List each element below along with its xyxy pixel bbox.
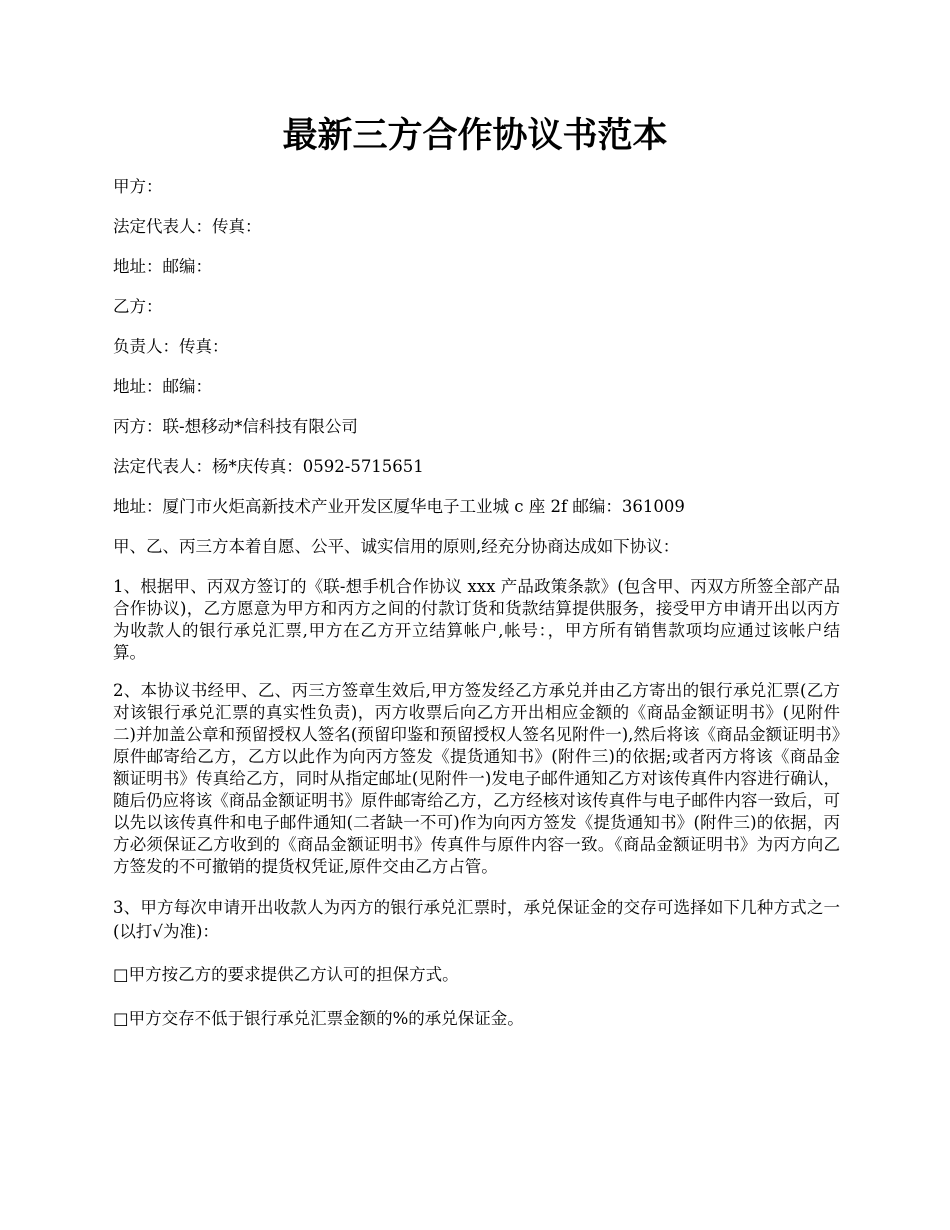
clause-1-paragraph: 1、根据甲、丙双方签订的《联-想手机合作协议 xxx 产品政策条款》(包含甲、丙双方所签全部产品合作协议)，乙方愿意为甲方和丙方之间的付款订货和货款结算提供服务，接受甲方申请开出以丙方为收款人的银行承兑汇票,甲方在乙方开立结算帐户,帐号：，甲方所有销售款项均应通过该帐户结算。 (113, 577, 840, 662)
party-b-responsible-line: 负责人：传真： (113, 337, 229, 356)
party-c-representative-line: 法定代表人：杨*庆传真：0592-5715651 (113, 457, 424, 476)
option-deposit-line: □甲方交存不低于银行承兑汇票金额的%的承兑保证金。 (113, 1009, 524, 1028)
party-b-line: 乙方： (113, 297, 163, 316)
clause-2-paragraph: 2、本协议书经甲、乙、丙三方签章生效后,甲方签发经乙方承兑并由乙方寄出的银行承兑汇票(乙方对该银行承兑汇票的真实性负责)，丙方收票后向乙方开出相应金额的《商品金额证明书》(见附件二)并加盖公章和预留授权人签名(预留印鉴和预留授权人签名见附件一),然后将该《商品金额证明书》原件邮寄给乙方，乙方以此作为向丙方签发《提货通知书》(附件三)的依据;或者丙方将该《商品金额证明书》传真给乙方，同时从指定邮址(见附件一)发电子邮件通知乙方对该传真件内容进行确认，随后仍应将该《商品金额证明书》原件邮寄给乙方，乙方经核对该传真件与电子邮件内容一致后，可以先以该传真件和电子邮件通知(二者缺一不可)作为向丙方签发《提货通知书》(附件三)的依据，丙方必须保证乙方收到的《商品金额证明书》传真件与原件内容一致。《商品金额证明书》为丙方向乙方签发的不可撤销的提货权凭证,原件交由乙方占管。 (113, 681, 840, 876)
option-guarantee-line: □甲方按乙方的要求提供乙方认可的担保方式。 (113, 965, 459, 984)
party-a-line: 甲方： (113, 177, 163, 196)
party-a-representative-line: 法定代表人：传真： (113, 217, 262, 236)
party-b-address-line: 地址：邮编： (113, 377, 212, 396)
document-title: 最新三方合作协议书范本 (282, 115, 668, 156)
party-a-address-line: 地址：邮编： (113, 257, 212, 276)
clause-3-paragraph: 3、甲方每次申请开出收款人为丙方的银行承兑汇票时，承兑保证金的交存可选择如下几种方式之一(以打√为准)： (113, 898, 840, 941)
agreement-intro-line: 甲、乙、丙三方本着自愿、公平、诚实信用的原则,经充分协商达成如下协议： (113, 537, 680, 556)
party-c-address-line: 地址：厦门市火炬高新技术产业开发区厦华电子工业城 c 座 2f 邮编：361009 (113, 497, 685, 516)
document-body (113, 176, 840, 1052)
party-c-line: 丙方：联-想移动*信科技有限公司 (113, 417, 358, 436)
